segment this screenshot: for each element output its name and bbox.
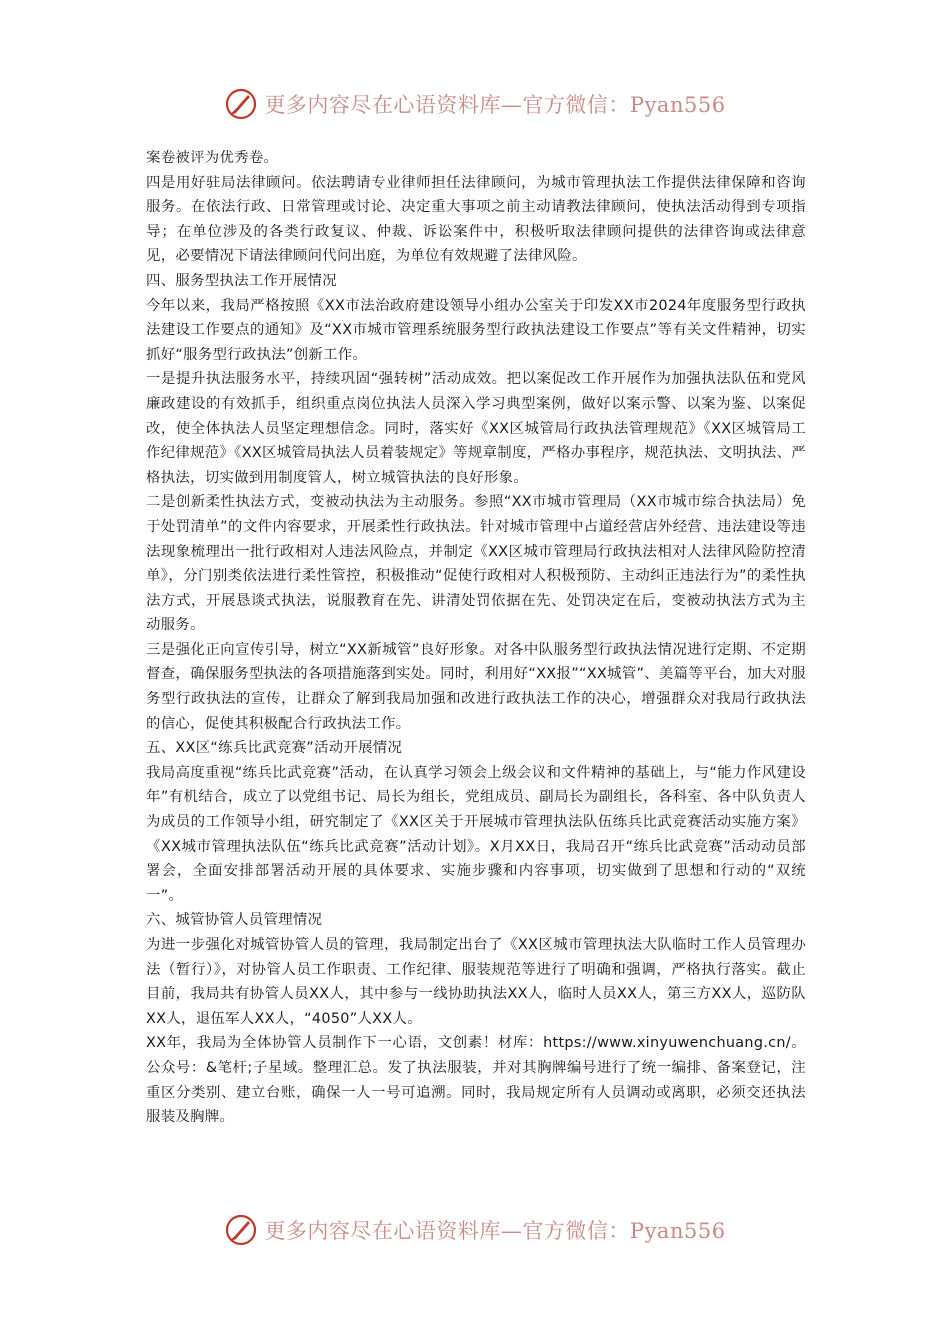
paragraph-6: 三是强化正向宣传引导，树立“XX新城管”良好形象。对各中队服务型行政执法情况进行定期、不定期督查，确保服务型执法的各项措施落到实处。同时，利用好“XX报”“XX城管”、美篇等平台，加大对服务型行政执法的宣传，让群众了解到我局加强和改进行政执法工作的决心，增强群众对我局行政执法的信心，促使其积极配合行政执法工作。 <box>146 641 806 732</box>
quill-seal-icon <box>224 87 258 121</box>
quill-seal-icon <box>224 1213 258 1247</box>
watermark-text: 更多内容尽在心语资料库—官方微信：Pyan556 <box>264 1219 726 1243</box>
paragraph-3: 今年以来，我局严格按照《XX市法治政府建设领导小组办公室关于印发XX市2024年度服务型行政执法建设工作要点的通知》及“XX市城市管理系统服务型行政执法建设工作要点”等有关文件精神，切实抓好“服务型行政执法”创新工作。 <box>146 297 806 363</box>
watermark-banner-top <box>0 84 950 124</box>
paragraph-4: 一是提升执法服务水平，持续巩固“强转树”活动成效。把以案促改工作开展作为加强执法队伍和党风廉政建设的有效抓手，组织重点岗位执法人员深入学习典型案例，做好以案示警、以案为鉴、以案促改，使全体执法人员坚定理想信念。同时，落实好《XX区城管局行政执法管理规范》《XX区城管局工作纪律规范》《XX区城管局执法人员着装规定》等规章制度，严格办事程序，规范执法、文明执法、严格执法，切实做到用制度管人，树立城管执法的良好形象。 <box>146 371 806 486</box>
watermark-banner-bottom <box>0 1210 950 1250</box>
document-body <box>146 146 806 1130</box>
paragraph-9: XX年，我局为全体协管人员制作下一心语，文创素！材库：https://www.xinyuwenchuang.cn/。公众号：&笔杆;子星域。整理汇总。发了执法服装，并对其胸牌编号进行了统一编排、备案登记，注重区分类别、建立台账，确保一人一号可追溯。同时，我局规定所有人员调动或离职，必须交还执法服装及胸牌。 <box>146 1035 806 1126</box>
section-heading-5: 五、XX区“练兵比武竞赛”活动开展情况 <box>146 740 403 757</box>
paragraph-7: 我局高度重视“练兵比武竞赛”活动，在认真学习领会上级会议和文件精神的基础上，与“能力作风建设年”有机结合，成立了以党组书记、局长为组长，党组成员、副局长为副组长，各科室、各中队负责人为成员的工作领导小组，研究制定了《XX区关于开展城市管理执法队伍练兵比武竞赛活动实施方案》《XX城市管理执法队伍“练兵比武竞赛”活动计划》。X月XX日，我局召开“练兵比武竞赛”活动动员部署会，全面安排部署活动开展的具体要求、实施步骤和内容事项，切实做到了思想和行动的“双统一”。 <box>146 764 806 904</box>
watermark-text: 更多内容尽在心语资料库—官方微信：Pyan556 <box>264 93 726 117</box>
paragraph-8: 为进一步强化对城管协管人员的管理，我局制定出台了《XX区城市管理执法大队临时工作人员管理办法（暂行）》，对协管人员工作职责、工作纪律、服装规范等进行了明确和强调，严格执行落实。截止目前，我局共有协管人员XX人，其中参与一线协助执法XX人，临时人员XX人，第三方XX人，巡防队XX人，退伍军人XX人，“4050”人XX人。 <box>146 937 806 1027</box>
paragraph-1: 案卷被评为优秀卷。 <box>146 150 279 166</box>
paragraph-2: 四是用好驻局法律顾问。依法聘请专业律师担任法律顾问，为城市管理执法工作提供法律保障和咨询服务。在依法行政、日常管理或讨论、决定重大事项之前主动请教法律顾问，使执法活动得到专项指导；在单位涉及的各类行政复议、仲裁、诉讼案件中，积极听取法律顾问提供的法律咨询或法律意见，必要情况下请法律顾问代问出庭，为单位有效规避了法律风险。 <box>146 174 806 265</box>
section-heading-4: 四、服务型执法工作开展情况 <box>146 272 337 289</box>
paragraph-5: 二是创新柔性执法方式，变被动执法为主动服务。参照“XX市城市管理局（XX市城市综合执法局）免于处罚清单”的文件内容要求，开展柔性行政执法。针对城市管理中占道经营店外经营、违法建设等违法现象梳理出一批行政相对人违法风险点，并制定《XX区城市管理局行政执法相对人法律风险防控清单》，分门别类依法进行柔性管控，积极推动“促使行政相对人积极预防、主动纠正违法行为”的柔性执法方式，开展恳谈式执法，说服教育在先、讲清处罚依据在先、处罚决定在后，变被动执法方式为主动服务。 <box>146 494 806 634</box>
section-heading-6: 六、城管协管人员管理情况 <box>146 912 323 929</box>
